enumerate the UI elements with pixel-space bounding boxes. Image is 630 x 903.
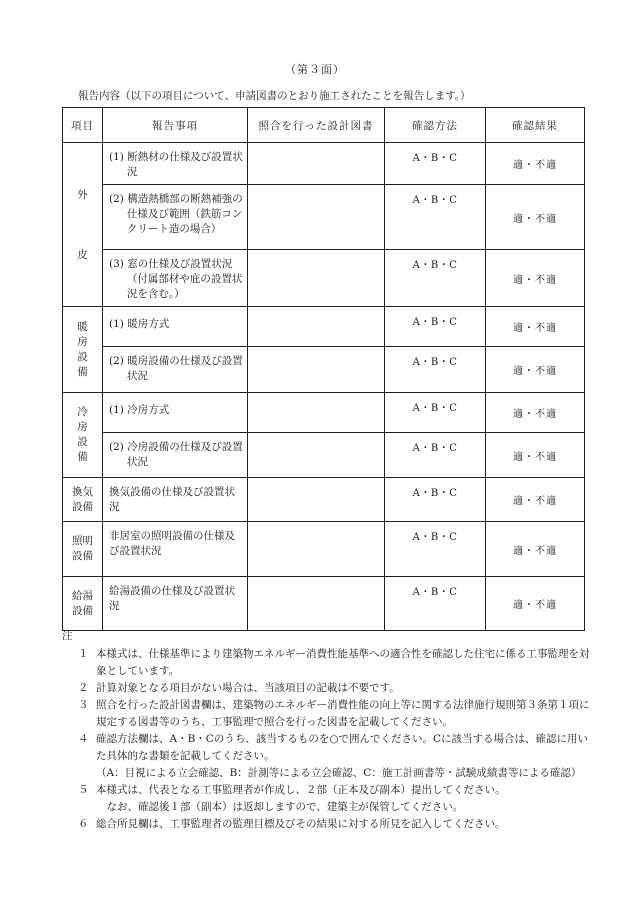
result-cell[interactable]: 適・不適 <box>486 143 585 185</box>
matter-text: 給湯設備の仕様及び設置状況 <box>109 585 235 612</box>
method-cell[interactable]: A・B・C <box>385 478 486 522</box>
method-cell[interactable]: A・B・C <box>385 307 486 347</box>
group-label-text: 外皮 <box>77 188 88 261</box>
drawing-cell[interactable] <box>248 143 385 185</box>
result-cell[interactable]: 適・不適 <box>486 393 585 433</box>
group-label-heating <box>63 307 103 393</box>
note-number: ３ <box>78 699 89 711</box>
method-cell[interactable]: A・B・C <box>385 522 486 577</box>
group-label-text: 冷房設備 <box>77 406 88 463</box>
result-cell[interactable]: 適・不適 <box>486 433 585 478</box>
note-text: 総合所見欄は、工事監理者の監理目標及びその結果に対する所見を記入してください。 <box>96 818 506 830</box>
matter-cell <box>103 433 248 478</box>
drawing-cell[interactable] <box>248 577 385 631</box>
report-table <box>62 107 585 631</box>
matter-cell <box>103 307 248 347</box>
method-cell[interactable]: A・B・C <box>385 143 486 185</box>
result-cell[interactable]: 適・不適 <box>486 307 585 347</box>
matter-text: (1) 冷房方式 <box>109 404 170 416</box>
note-text: 計算対象となる項目がない場合は、当該項目の記載は不要です。 <box>96 682 400 694</box>
matter-cell <box>103 250 248 307</box>
matter-text: (1) 断熱材の仕様及び設置状況 <box>109 151 243 178</box>
table-header-row <box>63 108 585 143</box>
note-item <box>62 765 592 782</box>
matter-cell <box>103 143 248 185</box>
drawing-cell[interactable] <box>248 307 385 347</box>
matter-text: (3) 窓の仕様及び設置状況（付属部材や庇の設置状況を含む。） <box>109 258 243 300</box>
group-label-cooling <box>63 393 103 478</box>
note-number: １ <box>78 648 89 660</box>
group-label-ventilation <box>63 478 103 522</box>
drawing-cell[interactable] <box>248 250 385 307</box>
header-drawing: 照合を行った設計図書 <box>248 108 385 143</box>
report-intro: 報告内容（以下の項目について、申請図書のとおり施工されたことを報告します。） <box>78 90 471 102</box>
table-row <box>63 577 585 631</box>
result-cell[interactable]: 適・不適 <box>486 522 585 577</box>
table-row <box>63 433 585 478</box>
matter-cell <box>103 522 248 577</box>
matter-cell <box>103 478 248 522</box>
note-item <box>62 782 592 799</box>
note-number: ６ <box>78 818 89 830</box>
matter-cell <box>103 393 248 433</box>
matter-text: 非居室の照明設備の仕様及び設置状況 <box>109 530 235 557</box>
group-label-lighting <box>63 522 103 577</box>
group-label-text: 換気設備 <box>71 485 93 513</box>
note-number: ４ <box>78 733 89 745</box>
note-item <box>62 731 592 765</box>
note-item <box>62 697 592 731</box>
header-matter: 報告事項 <box>103 108 248 143</box>
group-label-text: 照明設備 <box>71 535 93 562</box>
method-cell[interactable]: A・B・C <box>385 393 486 433</box>
note-text: （A：目視による立会確認、B：計測等による立会確認、C：施工計画書等・試験成績書等による確認） <box>96 767 582 779</box>
drawing-cell[interactable] <box>248 185 385 250</box>
drawing-cell[interactable] <box>248 478 385 522</box>
matter-text: 換気設備の仕様及び設置状況 <box>109 486 235 513</box>
matter-text: (2) 冷房設備の仕様及び設置状況 <box>109 441 243 468</box>
note-number: ２ <box>78 682 89 694</box>
matter-cell <box>103 577 248 631</box>
table-row <box>63 347 585 393</box>
group-label-hotwater <box>63 577 103 631</box>
result-cell[interactable]: 適・不適 <box>486 185 585 250</box>
table-row <box>63 143 585 185</box>
header-item: 項目 <box>63 108 103 143</box>
method-cell[interactable]: A・B・C <box>385 577 486 631</box>
group-label-outer <box>63 143 103 307</box>
note-item <box>62 816 592 833</box>
result-cell[interactable]: 適・不適 <box>486 250 585 307</box>
matter-text: (2) 暖房設備の仕様及び設置状況 <box>109 355 243 382</box>
drawing-cell[interactable] <box>248 347 385 393</box>
notes-section <box>62 628 592 833</box>
group-label-text: 給湯設備 <box>71 589 93 617</box>
table-row <box>63 522 585 577</box>
method-cell[interactable]: A・B・C <box>385 185 486 250</box>
page-number: （第３面） <box>285 63 345 76</box>
method-cell[interactable]: A・B・C <box>385 433 486 478</box>
note-text: 確認方法欄は、A・B・Cのうち、該当するものを○で囲んでください。Cに該当する場合は、確認に用いた具体的な書類を記載してください。 <box>96 733 589 762</box>
matter-cell <box>103 347 248 393</box>
group-label-text: 暖房設備 <box>77 320 88 378</box>
drawing-cell[interactable] <box>248 393 385 433</box>
result-cell[interactable]: 適・不適 <box>486 478 585 522</box>
matter-text: (1) 暖房方式 <box>109 318 170 330</box>
result-cell[interactable]: 適・不適 <box>486 347 585 393</box>
method-cell[interactable]: A・B・C <box>385 347 486 393</box>
method-cell[interactable]: A・B・C <box>385 250 486 307</box>
note-item <box>62 646 592 680</box>
table-row <box>63 478 585 522</box>
note-text: 照合を行った設計図書欄は、建築物のエネルギー消費性能の向上等に関する法律施行規則第３条第１項に規定する図書等のうち、工事監理で照合を行った図書を記載してください。 <box>96 699 590 728</box>
note-number: ５ <box>78 784 89 796</box>
matter-text: (2) 構造熱橋部の断熱補強の仕様及び範囲（鉄筋コンクリート造の場合） <box>109 193 243 235</box>
note-text: 本様式は、仕様基準により建築物エネルギー消費性能基準への適合性を確認した住宅に係る工事監理を対象としています。 <box>96 648 590 677</box>
note-text: なお、確認後１部（副本）は返却しますので、建築主が保管してください。 <box>96 801 464 813</box>
table-row <box>63 185 585 250</box>
notes-heading: 注 <box>62 630 73 642</box>
note-item <box>62 680 592 697</box>
table-row <box>63 250 585 307</box>
table-row <box>63 393 585 433</box>
matter-cell <box>103 185 248 250</box>
table-row <box>63 307 585 347</box>
drawing-cell[interactable] <box>248 433 385 478</box>
header-result: 確認結果 <box>486 108 585 143</box>
drawing-cell[interactable] <box>248 522 385 577</box>
header-method: 確認方法 <box>385 108 486 143</box>
note-text: 本様式は、代表となる工事監理者が作成し、２部（正本及び副本）提出してください。 <box>96 784 506 796</box>
note-item <box>62 799 592 816</box>
result-cell[interactable]: 適・不適 <box>486 577 585 631</box>
